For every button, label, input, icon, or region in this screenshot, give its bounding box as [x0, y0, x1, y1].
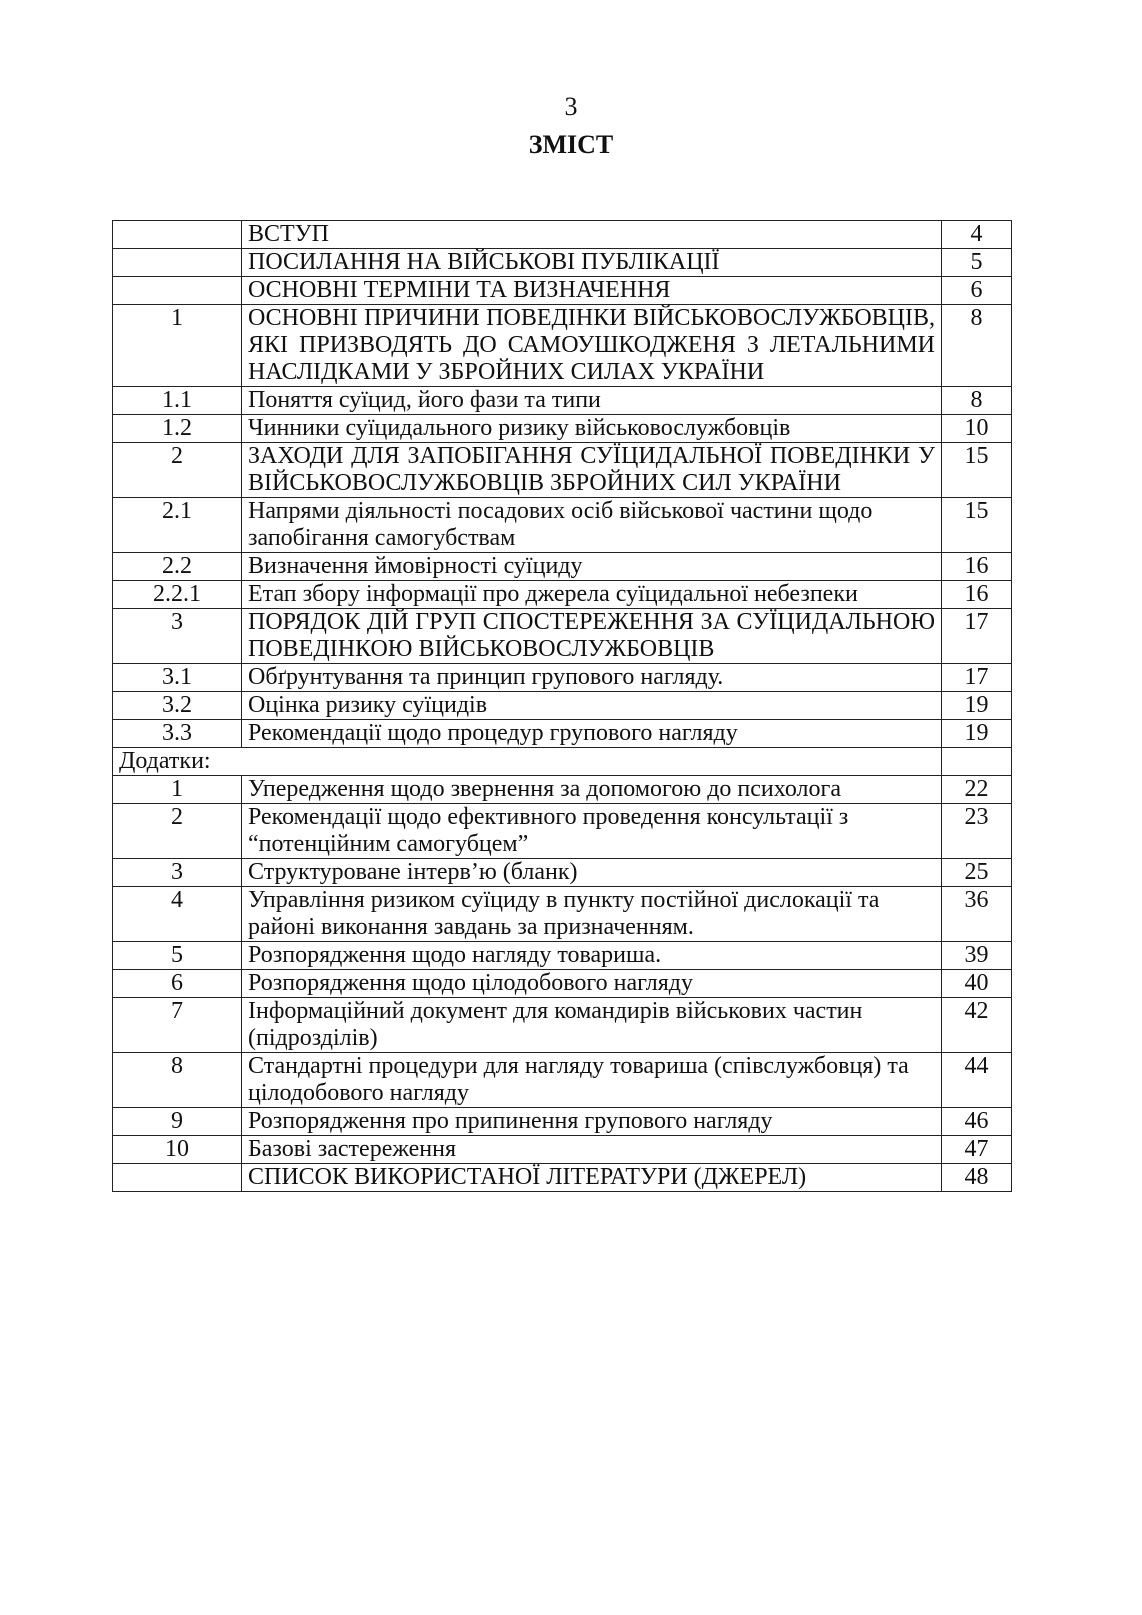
toc-row-title[interactable]: ВСТУП	[242, 221, 942, 249]
toc-row-page: 23	[942, 804, 1012, 859]
toc-row-title[interactable]: Управління ризиком суїциду в пункту постійної дислокації та районі виконання завдань за призначенням.	[242, 887, 942, 942]
toc-row	[113, 415, 1012, 443]
toc-row-page: 16	[942, 553, 1012, 581]
toc-row-number: 1.1	[113, 387, 242, 415]
toc-row-number	[113, 249, 242, 277]
toc-row-number	[113, 277, 242, 305]
toc-row-page: 8	[942, 305, 1012, 387]
toc-row-page: 42	[942, 998, 1012, 1053]
toc-row-number: 3.1	[113, 664, 242, 692]
toc-row-number	[113, 221, 242, 249]
appendix-page-empty	[942, 748, 1012, 776]
toc-row-title[interactable]: Визначення ймовірності суїциду	[242, 553, 942, 581]
toc-row-number: 9	[113, 1108, 242, 1136]
toc-row-title[interactable]: Розпорядження про припинення групового нагляду	[242, 1108, 942, 1136]
page-number: 3	[564, 92, 578, 121]
toc-row-number: 3.3	[113, 720, 242, 748]
toc-row-title[interactable]: Інформаційний документ для командирів військових частин (підрозділів)	[242, 998, 942, 1053]
toc-row-page: 6	[942, 277, 1012, 305]
toc-row	[113, 498, 1012, 553]
page-title: ЗМІСТ	[528, 130, 614, 159]
toc-row-page: 36	[942, 887, 1012, 942]
toc-row-title[interactable]: ОСНОВНІ ПРИЧИНИ ПОВЕДІНКИ ВІЙСЬКОВОСЛУЖБОВЦІВ, ЯКІ ПРИЗВОДЯТЬ ДО САМОУШКОДЖЕНЯ З ЛЕТАЛЬНИМИ НАСЛІДКАМИ У ЗБРОЙНИХ СИЛАХ УКРАЇНИ	[242, 305, 942, 387]
toc-row-page: 40	[942, 970, 1012, 998]
toc-row-page: 39	[942, 942, 1012, 970]
toc-row	[113, 970, 1012, 998]
toc-row-title[interactable]: Розпорядження щодо нагляду товариша.	[242, 942, 942, 970]
toc-row	[113, 553, 1012, 581]
toc-row-number: 4	[113, 887, 242, 942]
toc-row-number: 6	[113, 970, 242, 998]
toc-row-page: 15	[942, 443, 1012, 498]
toc-body	[113, 221, 1012, 1192]
toc-row-number: 8	[113, 1053, 242, 1108]
toc-row	[113, 776, 1012, 804]
toc-row-number	[113, 1164, 242, 1192]
toc-row	[113, 581, 1012, 609]
toc-row-title[interactable]: Базові застереження	[242, 1136, 942, 1164]
toc-row	[113, 942, 1012, 970]
appendix-label: Додатки:	[113, 748, 942, 776]
toc-row-page: 10	[942, 415, 1012, 443]
toc-row	[113, 1053, 1012, 1108]
toc-row-page: 4	[942, 221, 1012, 249]
toc-row-title[interactable]: Рекомендації щодо ефективного проведення консультації з “потенційним самогубцем”	[242, 804, 942, 859]
toc-row-page: 8	[942, 387, 1012, 415]
toc-row	[113, 221, 1012, 249]
toc-row	[113, 249, 1012, 277]
toc-row-title[interactable]: Рекомендації щодо процедур групового нагляду	[242, 720, 942, 748]
toc-row	[113, 609, 1012, 664]
toc-row-title[interactable]: ПОРЯДОК ДІЙ ГРУП СПОСТЕРЕЖЕННЯ ЗА СУЇЦИДАЛЬНОЮ ПОВЕДІНКОЮ ВІЙСЬКОВОСЛУЖБОВЦІВ	[242, 609, 942, 664]
toc-row-number: 3	[113, 859, 242, 887]
toc-row-title[interactable]: Структуроване інтерв’ю (бланк)	[242, 859, 942, 887]
toc-row-number: 1	[113, 776, 242, 804]
toc-row-title[interactable]: Розпорядження щодо цілодобового нагляду	[242, 970, 942, 998]
toc-row-number: 1	[113, 305, 242, 387]
toc-row-page: 19	[942, 692, 1012, 720]
toc-row-number: 7	[113, 998, 242, 1053]
toc-row	[113, 1108, 1012, 1136]
toc-row-page: 48	[942, 1164, 1012, 1192]
toc-row-page: 5	[942, 249, 1012, 277]
toc-row-number: 2.2.1	[113, 581, 242, 609]
toc-table	[112, 220, 1012, 1192]
toc-row-page: 15	[942, 498, 1012, 553]
toc-row-page: 46	[942, 1108, 1012, 1136]
toc-row-page: 16	[942, 581, 1012, 609]
toc-row-page: 25	[942, 859, 1012, 887]
toc-row	[113, 720, 1012, 748]
toc-row-page: 17	[942, 609, 1012, 664]
toc-row	[113, 305, 1012, 387]
toc-row-number: 2.1	[113, 498, 242, 553]
toc-row-title[interactable]: ЗАХОДИ ДЛЯ ЗАПОБІГАННЯ СУЇЦИДАЛЬНОЇ ПОВЕДІНКИ У ВІЙСЬКОВОСЛУЖБОВЦІВ ЗБРОЙНИХ СИЛ УКРАЇНИ	[242, 443, 942, 498]
toc-row-page: 19	[942, 720, 1012, 748]
toc-row-number: 5	[113, 942, 242, 970]
toc-row-title[interactable]: ОСНОВНІ ТЕРМІНИ ТА ВИЗНАЧЕННЯ	[242, 277, 942, 305]
toc-row-title[interactable]: Упередження щодо звернення за допомогою до психолога	[242, 776, 942, 804]
toc-row-title[interactable]: Поняття суїцид, його фази та типи	[242, 387, 942, 415]
toc-row-number: 2	[113, 804, 242, 859]
toc-row-title[interactable]: Оцінка ризику суїцидів	[242, 692, 942, 720]
toc-row-page: 44	[942, 1053, 1012, 1108]
toc-row-number: 3	[113, 609, 242, 664]
appendix-header-row	[113, 748, 1012, 776]
toc-row-number: 10	[113, 1136, 242, 1164]
toc-row-number: 1.2	[113, 415, 242, 443]
toc-row	[113, 1164, 1012, 1192]
toc-row-title[interactable]: Стандартні процедури для нагляду товариша (співслужбовця) та цілодобового нагляду	[242, 1053, 942, 1108]
toc-row-number: 3.2	[113, 692, 242, 720]
toc-row-page: 17	[942, 664, 1012, 692]
toc-row	[113, 1136, 1012, 1164]
toc-row-number: 2.2	[113, 553, 242, 581]
toc-row	[113, 387, 1012, 415]
toc-row	[113, 887, 1012, 942]
toc-row-page: 22	[942, 776, 1012, 804]
toc-row	[113, 804, 1012, 859]
toc-row-title[interactable]: ПОСИЛАННЯ НА ВІЙСЬКОВІ ПУБЛІКАЦІЇ	[242, 249, 942, 277]
toc-row	[113, 277, 1012, 305]
toc-row-title[interactable]: Чинники суїцидального ризику військовослужбовців	[242, 415, 942, 443]
toc-row-page: 47	[942, 1136, 1012, 1164]
toc-row	[113, 859, 1012, 887]
toc-row-title[interactable]: СПИСОК ВИКОРИСТАНОЇ ЛІТЕРАТУРИ (ДЖЕРЕЛ)	[242, 1164, 942, 1192]
toc-row	[113, 998, 1012, 1053]
toc-row-title[interactable]: Етап збору інформації про джерела суїцидальної небезпеки	[242, 581, 942, 609]
toc-row	[113, 664, 1012, 692]
toc-row	[113, 692, 1012, 720]
toc-row-title[interactable]: Напрями діяльності посадових осіб військової частини щодо запобігання самогубствам	[242, 498, 942, 553]
toc-row	[113, 443, 1012, 498]
toc-row-number: 2	[113, 443, 242, 498]
toc-row-title[interactable]: Обґрунтування та принцип групового нагляду.	[242, 664, 942, 692]
